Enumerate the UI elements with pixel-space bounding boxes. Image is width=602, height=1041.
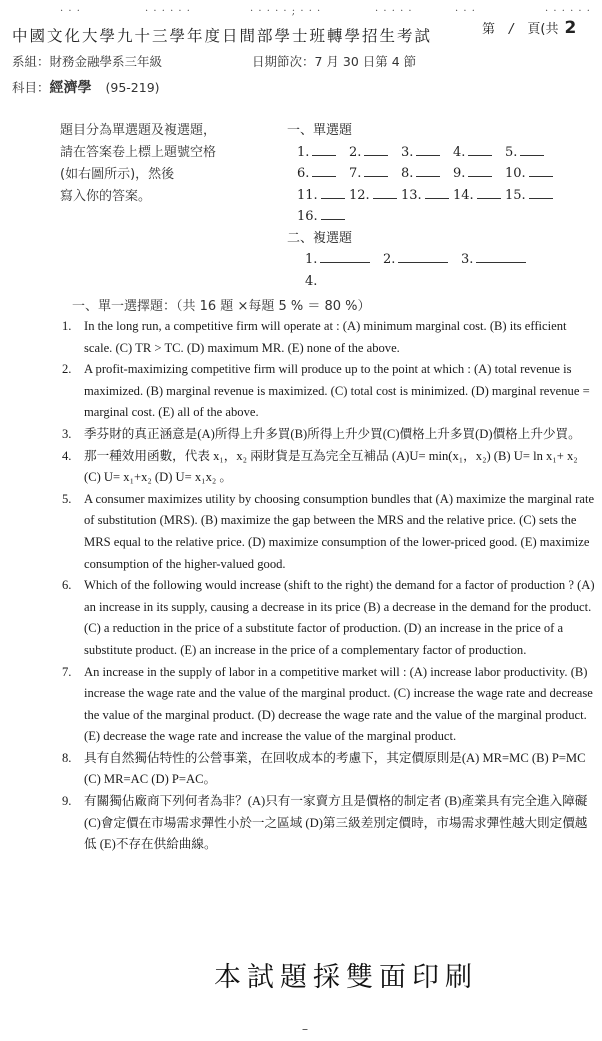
multi-row bbox=[305, 249, 557, 271]
instruction-line: (如右圖所示)，然後 bbox=[60, 167, 175, 182]
question-text: A profit-maximizing competitive firm will produce up to the point at which : (A) total revenue is maximized. (B) marginal revenue is maximized. (C) total cost is minimized. (D) marginal revenue = marginal cost. (E) all of the above. bbox=[84, 362, 590, 420]
question-item bbox=[62, 424, 597, 446]
answer-slot: 11. bbox=[297, 185, 349, 207]
question-text: An increase in the supply of labor in a competitive market will : (A) increase labor productivity. (B) increase the wage rate and the value of the marginal product. (C) increase the wage rate and decrease the value of the marginal product. (D) decrease the wage rate and the value of the marginal product. (E) decrease the wage rate and increase the value of the marginal product. bbox=[84, 664, 593, 744]
question-item bbox=[62, 748, 597, 791]
question-text: 具有自然獨佔特性的公營事業，在回收成本的考慮下，其定價原則是(A) MR=MC (B) P=MC (C) MR=AC (D) P=AC。 bbox=[84, 750, 586, 787]
subject-label: 科目： bbox=[12, 80, 50, 95]
single-row bbox=[297, 206, 557, 228]
page-current: / bbox=[509, 22, 514, 37]
page-middle: 頁(共 bbox=[527, 22, 559, 37]
answer-slot: 6. bbox=[297, 163, 349, 185]
question-number: 8. bbox=[62, 750, 72, 765]
answer-slot: 14. bbox=[453, 185, 505, 207]
scan-artifact: · · · · · bbox=[375, 6, 413, 17]
question-text: 季芬財的真正涵意是(A)所得上升多買(B)所得上升少買(C)價格上升多買(D)價格上升少買。 bbox=[84, 426, 581, 441]
answer-slot: 2. bbox=[383, 249, 461, 271]
answer-slot: 1. bbox=[297, 142, 349, 164]
scan-artifact: · · · bbox=[455, 6, 476, 17]
question-text: 那一種效用函數，代表 x₁，x₂ 兩財貨是互為完全互補品 (A)U= min(x₁，x₂) (B) U= ln x₁+ x₂ (C) U= x₁+x₂ (D) U= x₁x₂ 。 bbox=[84, 448, 578, 485]
question-item bbox=[62, 791, 597, 856]
question-text: 有關獨佔廠商下列何者為非？(A)只有一家賣方且是價格的制定者 (B)產業具有完全進入障礙 (C)會定價在市場需求彈性小於一之區域 (D)第三級差別定價時，市場需求彈性越大則定價越低 (E)不存在供給曲線。 bbox=[84, 794, 588, 852]
answer-slot: 3. bbox=[461, 249, 539, 271]
question-text: Which of the following would increase (shift to the right) the demand for a factor of production ? (A) an increase in its supply, causing a decrease in its price (B) a decrease in the demand for the product. (C) a reduction in the price of a substitute factor of production. (D) an increase in the price of a substitute product. (E) an increase in the price of a complementary factor of production. bbox=[84, 578, 595, 657]
single-row bbox=[297, 142, 557, 164]
subject-name: 經濟學 bbox=[49, 80, 92, 96]
instruction-line: 請在答案卷上標上題號空格 bbox=[60, 145, 217, 160]
date-session-label: 日期節次：7 月 30 日第 4 節 bbox=[252, 54, 417, 69]
multi-row bbox=[305, 271, 557, 293]
answer-slot: 7. bbox=[349, 163, 401, 185]
question-number: 9. bbox=[62, 794, 72, 809]
answer-slot: 4. bbox=[305, 273, 318, 289]
answer-slot: 13. bbox=[401, 185, 453, 207]
answer-slot: 3. bbox=[401, 142, 453, 164]
question-number: 7. bbox=[62, 664, 72, 679]
answer-slot: 4. bbox=[453, 142, 505, 164]
department-label: 系組：財務金融學系三年級 bbox=[12, 54, 163, 69]
answer-slot: 2. bbox=[349, 142, 401, 164]
page-mark: – bbox=[302, 1022, 308, 1036]
instruction-line: 題目分為單選題及複選題， bbox=[60, 123, 217, 138]
page-indicator bbox=[482, 18, 576, 38]
question-item bbox=[62, 575, 597, 661]
answer-slot: 16. bbox=[297, 206, 349, 228]
exam-title: 中國文化大學九十三學年度日間部學士班轉學招生考試 bbox=[12, 27, 433, 45]
question-number: 6. bbox=[62, 578, 72, 593]
scan-artifact: · · · · · ; · · · bbox=[250, 6, 322, 17]
single-choice-title: 一、單選題 bbox=[287, 123, 353, 138]
subject-code: (95-219) bbox=[105, 80, 160, 95]
page-total: 2 bbox=[564, 18, 577, 38]
answer-slot: 9. bbox=[453, 163, 505, 185]
question-item bbox=[62, 359, 597, 424]
question-text: In the long run, a competitive firm will operate at : (A) minimum marginal cost. (B) its efficient scale. (C) TR > TC. (D) maximum MR. (E) none of the above. bbox=[84, 319, 567, 355]
scan-artifact: · · · · · · bbox=[545, 6, 591, 17]
answer-slot: 8. bbox=[401, 163, 453, 185]
question-number: 4. bbox=[62, 448, 72, 463]
section-title: 一、單一選擇題：（共 16 題 ×每題 5 % ＝ 80 %） bbox=[72, 299, 371, 314]
question-item bbox=[62, 489, 597, 575]
answer-slot: 1. bbox=[305, 249, 383, 271]
question-number: 3. bbox=[62, 426, 72, 441]
instruction-line: 寫入你的答案。 bbox=[60, 189, 152, 204]
instructions-block bbox=[60, 120, 216, 208]
page-prefix: 第 bbox=[482, 22, 496, 37]
scan-artifact: · · · · · · bbox=[145, 6, 191, 17]
single-row bbox=[297, 163, 557, 185]
answer-slot: 5. bbox=[505, 142, 557, 164]
answer-slot: 15. bbox=[505, 185, 557, 207]
answer-slot: 12. bbox=[349, 185, 401, 207]
question-item bbox=[62, 662, 597, 748]
multi-choice-title: 二、複選題 bbox=[287, 230, 353, 246]
question-item bbox=[62, 446, 597, 489]
question-item bbox=[62, 316, 597, 359]
double-sided-notice: 本試題採雙面印刷 bbox=[214, 962, 478, 993]
question-number: 1. bbox=[62, 319, 72, 333]
question-number: 2. bbox=[62, 362, 72, 377]
subject-line bbox=[12, 77, 160, 97]
single-row bbox=[297, 185, 557, 207]
question-number: 5. bbox=[62, 491, 72, 506]
scan-artifact: · · · bbox=[60, 6, 81, 17]
answer-slot: 10. bbox=[505, 163, 557, 185]
question-text: A consumer maximizes utility by choosing consumption bundles that (A) maximize the marginal rate of substitution (MRS). (B) maximize the gap between the MRS and the relative price. (C) sets the MRS equal to the relative price. (D) maximize consumption of the lower-priced good. (E) maximize consumption of the higher-valued good. bbox=[84, 491, 595, 571]
question-list bbox=[62, 316, 597, 856]
answer-grid bbox=[285, 120, 557, 292]
